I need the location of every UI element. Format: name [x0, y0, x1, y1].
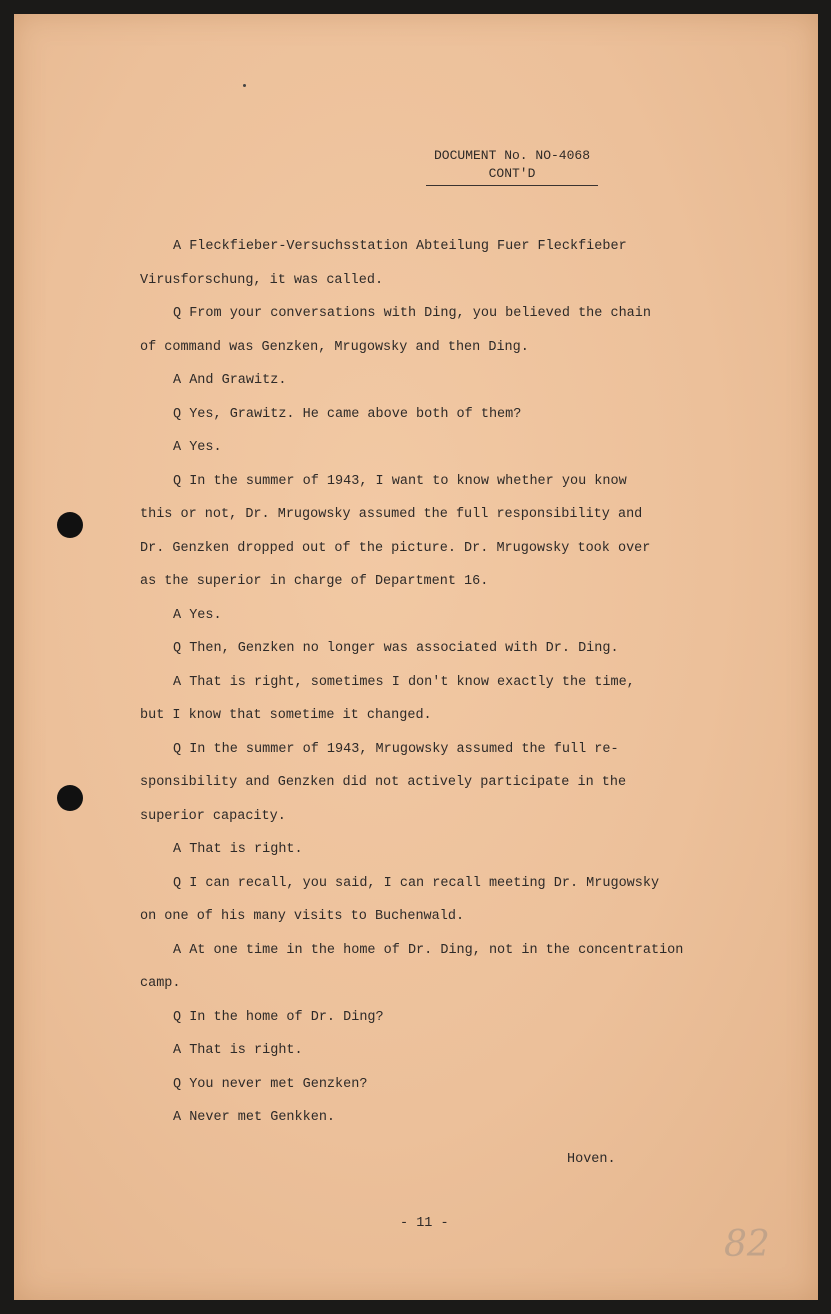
- transcript-line: camp.: [140, 976, 181, 991]
- transcript-line: Q In the summer of 1943, I want to know whether you know: [173, 473, 627, 489]
- ink-speck: [243, 84, 246, 87]
- signature: Hoven.: [567, 1152, 616, 1167]
- transcript-line: this or not, Dr. Mrugowsky assumed the full responsibility and: [140, 507, 643, 522]
- transcript-line: Q Then, Genzken no longer was associated with Dr. Ding.: [173, 641, 619, 656]
- transcript-line: A That is right.: [173, 842, 303, 857]
- transcript-line: A At one time in the home of Dr. Ding, not in the concentration: [173, 942, 684, 958]
- transcript-line: Virusforschung, it was called.: [140, 272, 384, 288]
- transcript-line: A That is right, sometimes I don't know exactly the time,: [173, 674, 635, 690]
- punch-hole-top: [57, 512, 83, 538]
- transcript-body: [140, 230, 740, 1135]
- transcript-line: sponsibility and Genzken did not actively participate in the: [140, 775, 627, 790]
- transcript-line: on one of his many visits to Buchenwald.: [140, 909, 465, 924]
- document-header: [426, 147, 598, 186]
- punch-hole-bottom: [57, 785, 83, 811]
- continued-label: CONT'D: [488, 166, 536, 181]
- transcript-line: A Yes.: [173, 607, 222, 623]
- transcript-line: A Yes.: [173, 440, 222, 455]
- transcript-line: Q Yes, Grawitz. He came above both of them?: [173, 406, 522, 422]
- page-number: - 11 -: [400, 1216, 449, 1231]
- transcript-line: Q You never met Genzken?: [173, 1076, 368, 1092]
- document-number: DOCUMENT No. NO-4068: [433, 148, 591, 163]
- transcript-line: superior capacity.: [140, 808, 286, 824]
- transcript-line: A And Grawitz.: [173, 373, 287, 388]
- transcript-line: Q In the home of Dr. Ding?: [173, 1009, 384, 1025]
- transcript-line: A That is right.: [173, 1043, 303, 1058]
- transcript-line: of command was Genzken, Mrugowsky and then Ding.: [140, 339, 529, 355]
- transcript-line: but I know that sometime it changed.: [140, 708, 432, 723]
- transcript-line: Dr. Genzken dropped out of the picture. Dr. Mrugowsky took over: [140, 540, 651, 556]
- transcript-line: Q I can recall, you said, I can recall meeting Dr. Mrugowsky: [173, 875, 660, 891]
- transcript-line: A Never met Genkken.: [173, 1110, 336, 1125]
- transcript-line: as the superior in charge of Department 16.: [140, 574, 489, 589]
- document-page: [14, 14, 818, 1300]
- transcript-line: Q From your conversations with Ding, you believed the chain: [173, 306, 651, 321]
- transcript-line: Q In the summer of 1943, Mrugowsky assumed the full re-: [173, 741, 619, 757]
- archive-stamp-number: 82: [724, 1224, 770, 1265]
- transcript-line: A Fleckfieber-Versuchsstation Abteilung Fuer Fleckfieber: [173, 239, 627, 254]
